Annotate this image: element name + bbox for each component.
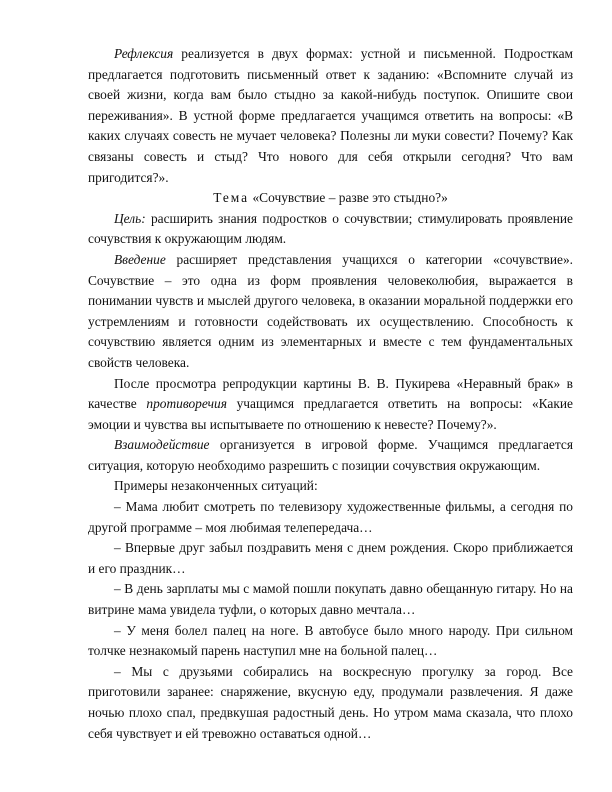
- interaction-text: организуется в игровой форме. Учащимся предлагается ситуация, которую необходимо разрешить с позиции сочувствия окружающим.: [88, 437, 573, 473]
- reflection-text: реализуется в двух формах: устной и письменной. Подросткам предлагается подготовить письменный ответ к заданию: «Вспомните случай из своей жизни, когда вам было стыдно за какой-нибудь поступок. Опишите свои переживания». В устной форме предлагается учащимся ответить на вопросы: «В каких случаях совесть не мучает человека? Полезны ли муки совести? Почему? Как связаны совесть и стыд? Что нового для себя открыли сегодня? Что вам пригодится?».: [88, 46, 573, 185]
- situation-item: – Мы с друзьями собирались на воскресную прогулку за город. Все приготовили заранее: снаряжение, вкусную еду, продумали развлечения. Я даже ночью плохо спал, предвкушая радостный день. Но утром мама сказала, что плохо себя чувствует и ей тревожно оставаться одной…: [88, 663, 573, 741]
- goal-paragraph: [88, 209, 573, 250]
- document-page: [88, 44, 573, 744]
- situation-item: – У меня болел палец на ноге. В автобусе было много народу. При сильном толчке незнакомый парень наступил мне на больной палец…: [88, 622, 573, 659]
- introduction-text: расширяет представления учащихся о категории «сочувствие». Сочувствие – это одна из форм проявления человеколюбия, выражается в понимании чувств и мыслей другого человека, в оказании моральной поддержки его устремлениям и готовности содействовать их осуществлению. Способность к сочувствию является одним из элементарных и вместе с тем фундаментальных свойств человека.: [88, 251, 573, 370]
- situation-item: – Мама любит смотреть по телевизору художественные фильмы, а сегодня по другой программе – моя любимая телепередача…: [88, 499, 573, 535]
- contradiction-text-after: учащимся предлагается ответить на вопросы: «Какие эмоции и чувства вы испытываете по отношению к невесте? Почему?».: [88, 396, 573, 432]
- introduction-paragraph: [88, 250, 573, 374]
- reflection-term: Рефлексия: [114, 46, 174, 61]
- goal-text: расширить знания подростков о сочувствии; стимулировать проявление сочувствия к окружающим людям.: [88, 210, 573, 247]
- situation-item: – Впервые друг забыл поздравить меня с днем рождения. Скоро приближается и его праздник…: [88, 540, 573, 576]
- interaction-term: Взаимодействие: [114, 437, 210, 453]
- topic-label: Тема: [213, 190, 250, 206]
- situation-item: – В день зарплаты мы с мамой пошли покупать давно обещанную гитару. Но на витрине мама увидела туфли, о которых давно мечтала…: [88, 581, 573, 618]
- contradiction-term: противоречия: [146, 396, 227, 412]
- introduction-term: Введение: [114, 251, 166, 267]
- goal-term: Цель:: [114, 210, 146, 226]
- topic-heading: [88, 188, 573, 209]
- contradiction-paragraph: [88, 374, 573, 436]
- reflection-paragraph: [88, 44, 573, 188]
- topic-title: «Сочувствие – разве это стыдно?»: [249, 190, 448, 206]
- examples-heading: Примеры незаконченных ситуаций:: [114, 478, 318, 494]
- interaction-paragraph: [88, 435, 573, 476]
- contradiction-text-before: После просмотра репродукции картины В. В. Пукирева «Неравный брак» в качестве: [88, 375, 573, 412]
